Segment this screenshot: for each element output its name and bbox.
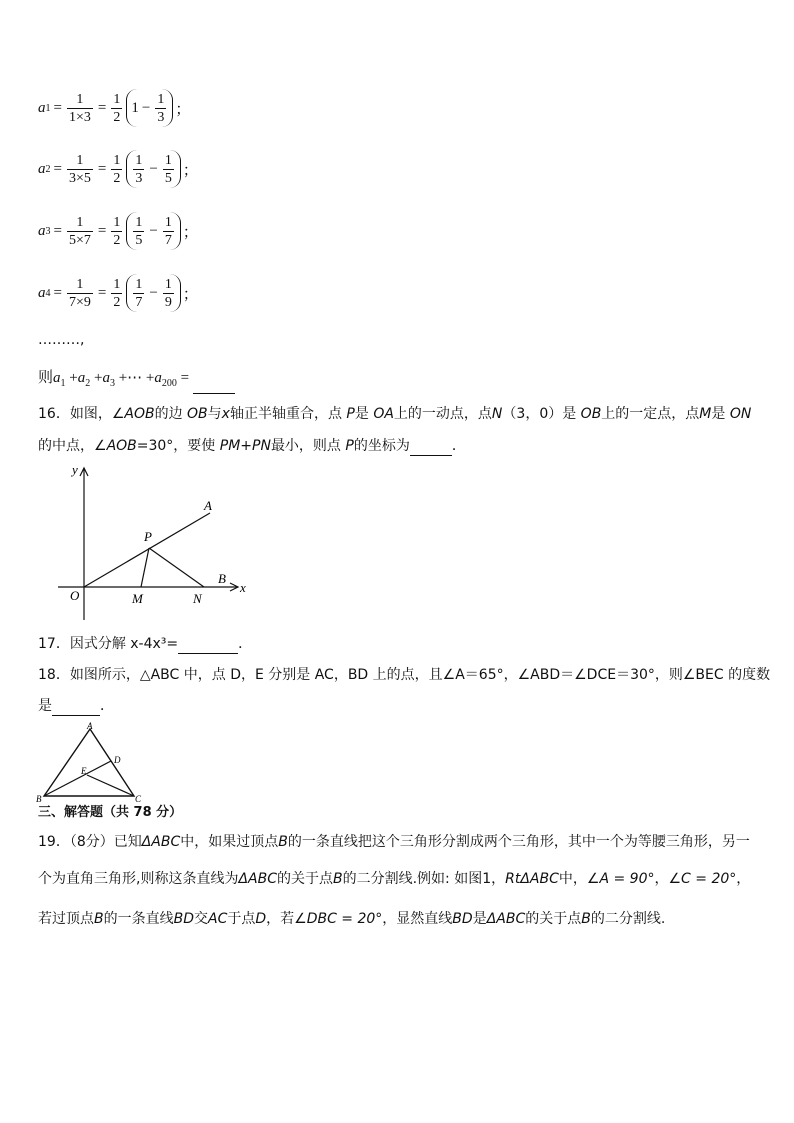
parenthesis: $\frac{1}{5}$ − $\frac{1}{7}$ bbox=[126, 212, 180, 250]
ray-oa bbox=[84, 513, 210, 587]
parenthesis: $\frac{1}{3}$ − $\frac{1}{5}$ bbox=[126, 150, 180, 188]
q18-line2: 是 ． bbox=[38, 698, 114, 714]
label-c: C bbox=[135, 794, 142, 804]
label-d: D bbox=[114, 755, 121, 765]
label-b: B bbox=[36, 794, 42, 804]
ellipsis-line: ………, bbox=[38, 332, 85, 348]
label-m: M bbox=[132, 591, 143, 606]
section-heading: 三、解答题（共 78 分） bbox=[38, 805, 183, 820]
label-p: P bbox=[144, 529, 152, 544]
q18-figure bbox=[34, 720, 154, 804]
equation-a2: a 2 = $\frac{1}{3\times 5}$ = $\frac{1}{2}$ $\frac{1}{3}$ − $\frac{1}{5}$ ； bbox=[38, 147, 198, 191]
q19-line3: 若过顶点B的一条直线BD交AC于点D，若∠DBC = 20°，显然直线BD是ΔABC的关于点B的二分割线. bbox=[38, 911, 666, 927]
label-b: B bbox=[218, 571, 226, 586]
q18-line1: 18．如图所示，△ABC 中，点 D，E 分别是 AC，BD 上的点，且∠A＝65°，∠ABD＝∠DCE＝30°，则∠BEC 的度数 bbox=[38, 667, 771, 683]
answer-blank[interactable] bbox=[178, 637, 238, 654]
parenthesis: 1 − $\frac{1}{3}$ bbox=[126, 89, 173, 127]
segment-pn bbox=[149, 548, 204, 587]
equation-a1: a 1 = $\frac{1}{1\times 3}$ = $\frac{1}{2}$ 1 − $\frac{1}{3}$ ； bbox=[38, 86, 190, 130]
q16-figure bbox=[50, 460, 260, 630]
q16-line2: 的中点，∠AOB=30°，要使 PM+PN最小，则点 P的坐标为 ． bbox=[38, 438, 466, 454]
fraction: $\frac{1}{1\times 3}$ bbox=[68, 91, 91, 125]
equation-a4: a 4 = $\frac{1}{7\times 9}$ = $\frac{1}{2}$ $\frac{1}{7}$ − $\frac{1}{9}$ ； bbox=[38, 271, 198, 315]
q17: 17．因式分解 x-4x³= ． bbox=[38, 636, 253, 652]
label-a: A bbox=[204, 498, 212, 513]
label-o: O bbox=[70, 588, 80, 603]
label-a: A bbox=[87, 721, 93, 731]
label-e: E bbox=[81, 766, 87, 776]
segment-pm bbox=[141, 548, 149, 587]
answer-blank[interactable] bbox=[193, 377, 235, 394]
q19-line2: 个为直角三角形,则称这条直线为ΔABC的关于点B的二分割线.例如: 如图1，RtΔABC中，∠A = 90°，∠C = 20°， bbox=[38, 871, 751, 887]
sum-line: 则$a_1 +a_2 +a_3$ +⋯ $+a_{200}$ = bbox=[38, 368, 235, 394]
q19-line1: 19．（8分）已知ΔABC中，如果过顶点B的一条直线把这个三角形分割成两个三角形，其中一个为等腰三角形，另一 bbox=[38, 834, 750, 850]
parenthesis: $\frac{1}{7}$ − $\frac{1}{9}$ bbox=[126, 274, 180, 312]
label-n: N bbox=[193, 591, 202, 606]
equation-a3: a 3 = $\frac{1}{5\times 7}$ = $\frac{1}{2}$ $\frac{1}{5}$ − $\frac{1}{7}$ ； bbox=[38, 209, 198, 253]
label-x: x bbox=[240, 580, 246, 595]
answer-blank[interactable] bbox=[52, 699, 100, 716]
fraction-half: $\frac{1}{2}$ bbox=[113, 91, 121, 125]
triangle-abc bbox=[44, 729, 134, 796]
label-y: y bbox=[72, 462, 78, 477]
segment-bd bbox=[44, 761, 111, 796]
answer-blank[interactable] bbox=[410, 439, 452, 456]
q16-line1: 16．如图，∠AOB的边 OB与x轴正半轴重合，点 P是 OA上的一动点，点N（3，0）是 OB上的一定点，点M是 ON bbox=[38, 406, 752, 422]
